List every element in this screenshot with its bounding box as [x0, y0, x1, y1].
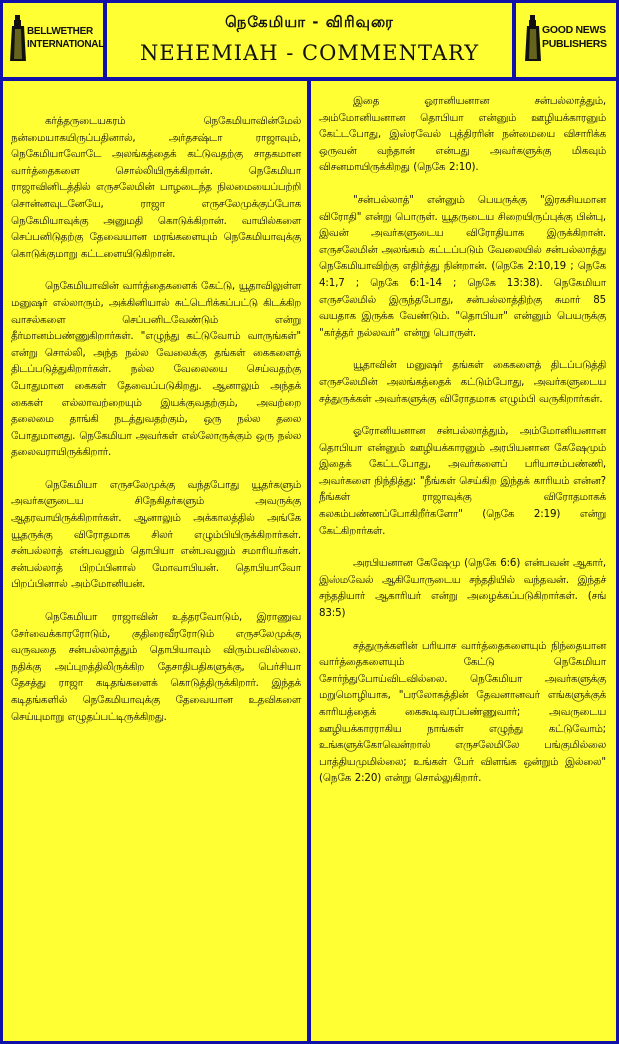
paragraph: நெகேமியா எருசலேமுக்கு வந்தபோது யூதர்களும் அவர்களுடைய சிநேகிதர்களும் அவருக்கு ஆதரவாயிருக்கிறார்கள். ஆனாலும் அக்காலத்தில் அங்கே யூதருக்கு விரோதமாக சிலர் எழும்பியிருக்கிறார்கள். சன்பல்லாத் என்பவனும் தொபியா என்பவனும் சமாரியர்கள். சன்பல்லாத் பிறப்பினால் மோவாபியன். தொபியாவோ பிறப்பினால் அம்மோனியன். [11, 478, 301, 591]
paragraph: அரபியனான கேஷேமு (நெகே 6:6) என்பவன் ஆகார், இஸ்மவேல் ஆகியோருடைய சந்ததியில் வந்தவன். இந்தச் சந்ததியார் ஆகாரியர் என்று அழைக்கப்படுகிறார்கள். (சங் 83:5) [319, 557, 606, 620]
right-column [311, 81, 616, 1041]
paragraph: யூதாவின் மனுஷர் தங்கள் கைகளைத் திடப்படுத்தி எருசலேமின் அலங்கத்தைக் கட்டும்போது, அவர்களுடைய சத்துருக்கள் அவர்களுக்கு விரோதமாக எழும்பி வருகிறார்கள். [319, 359, 606, 405]
bellwether-icon [524, 15, 542, 63]
paragraph: ஓரோனியனான சன்பல்லாத்தும், அம்மோனியனான தொபியா என்னும் ஊழியக்காரனும் அரபியனான கேஷேமும் இதைக் கேட்டபோது, அவர்களைப் பரியாசம்பண்ணி, அவர்களை நிந்தித்து: "நீங்கள் செய்கிற இந்தக் காரியம் என்ன? நீங்கள் ராஜாவுக்கு விரோதமாகக் கலகம்பண்ணப்போகிறீர்களோ" (நெகே 2:19) என்று கேட்கிறார்கள். [319, 425, 606, 537]
paragraph: இதை ஓரானியனான சன்பல்லாத்தும், அம்மோனியனான தொபியா என்னும் ஊழியக்காரனும் கேட்டபோது, இஸ்ரவேல் புத்திரரின் நன்மையை விசாரிக்க ஒருவன் வந்தான் என்பது அவர்களுக்கு மிகவும் விசனமாயிருக்கிறது (நெகே 2:10). [319, 95, 606, 174]
bellwether-icon [9, 15, 27, 63]
page-title-english: NEHEMIAH - COMMENTARY [139, 41, 480, 65]
paragraph: கர்த்தருடையகரம் நெகேமியாவின்மேல் நன்மையாகயிருப்பதினால், அர்தசஷ்டா ராஜாவும், நெகேமியாவோடே அலங்கத்தைக் கட்டுவதற்கு சாதகமான வார்த்தைகளை சொல்லியிருக்கிறான். நெகேமியா ராஜாவினிடத்தில் எருசலேமின் பாழடைந்த நிலமையைப்பற்றி சொன்னவுடனேயே, ராஜா எருசலேமுக்குப்போக நெகேமியாவுக்கு அனுமதி கொடுக்கிறான். வாயில்களை செப்பனிடுதற்கு தேவையான மரங்களையும் நெகேமியாவுக்கு கொடுக்குமாறு கட்டளையிடுகிறான். [11, 115, 301, 260]
publisher-right-name: GOOD NEWS PUBLISHERS [542, 24, 607, 50]
logo-right [512, 3, 616, 77]
left-column [3, 81, 311, 1041]
header [3, 3, 616, 81]
title-area [107, 3, 512, 77]
commentary-body [3, 81, 616, 1041]
page-title-tamil: நெகேமியா - விரிவுரை [225, 13, 394, 31]
publisher-left-name: BELLWETHER INTERNATIONAL [27, 26, 105, 50]
paragraph: நெகேமியாவின் வார்த்தைகளைக் கேட்டு, யூதாவிலுள்ள மனுஷர் எல்லாரும், அக்கினியால் சுட்டெரிக்கப்பட்டு கிடக்கிற வாசல்களை செப்பனிடவேண்டும் என்று தீர்மானம்பண்ணுகிறார்கள். "எழுந்து கட்டுவோம் வாருங்கள்" என்று சொல்லி, அந்த நல்ல வேலைக்கு தங்கள் கைகளைத் திடப்படுத்துகிறார்கள். நல்ல வேலையை செய்வதற்கு போதுமான கைகள் தேவைப்படுகிறது. ஆனாலும் அந்தக் கைகள் எல்லாவற்றையும் இயக்குவதற்கும், அவற்றை தலைமை தாங்கி நடத்துவதற்கும், ஒரு நல்ல தலை போதுமானது. நெகேமியா அவர்கள் எல்லோருக்கும் ஒரு நல்ல தலைவராயிருக்கிறார். [11, 280, 301, 459]
paragraph: "சன்பல்லாத்" என்னும் பெயருக்கு "இரகசியமான விரோதி" என்று பொருள். யூதருடைய சிறையிருப்புக்கு பின்பு, இவன் அவர்களுடைய விரோதியாக இருக்கிறான். எருசலேமின் அலங்கம் கட்டப்படும் வேலையில் சன்பல்லாத்து நெகேமியாவிற்கு எதிர்த்து நின்றான். (நெகே 2:10,19 ; நெகே 4:1,7 ; நெகே 6:1-14 ; நெகே 13:38). நெகேமியா எருசலேமில் இருந்தபோது, சன்பல்லாத்திற்கு சுமார் 85 வயதாக இருக்க வேண்டும். "தொபியா" என்னும் பெயருக்கு "கர்த்தர் நல்லவர்" என்று பொருள். [319, 193, 606, 339]
logo-left [3, 3, 107, 77]
paragraph: நெகேமியா ராஜாவின் உத்தரவோடும், இராணுவ சேர்வைக்காரரோடும், குதிரைவீரரோடும் எருசலேமுக்கு வருவதை சன்பல்லாத்தும் தொபியாவும் விரும்பவில்லை. நதிக்கு அப்புறத்திலிருக்கிற தேசாதிபதிகளுக்கு, பெர்சியா தேசத்து ராஜா கடிதங்களைக் கொடுத்திருக்கிறார். இந்தக் கடிதங்களில் நெகேமியாவுக்கு தேவையான உதவிகளை செய்யுமாறு எழுதப்பட்டிருக்கிறது. [11, 611, 301, 723]
paragraph: சத்துருக்களின் பரியாச வார்த்தைகளையும் நிந்தையான வார்த்தைகளையும் கேட்டு நெகேமியா சோர்ந்துபோய்விடவில்லை. நெகேமியா அவர்களுக்கு மறுமொழியாக, "பரலோகத்தின் தேவனானவர் எங்களுக்குக் காரியத்தைக் கைகூடிவரப்பண்ணுவார்; அவருடைய ஊழியக்காரராகிய நாங்கள் எழுந்து கட்டுவோம்; உங்களுக்கோவென்றால் எருசலேமிலே பங்குமில்லை பாத்தியமுமில்லை; உங்கள் பேர் விளங்க ஒன்றும் இல்லை" (நெகே 2:20) என்று சொல்லுகிறார். [319, 639, 606, 785]
